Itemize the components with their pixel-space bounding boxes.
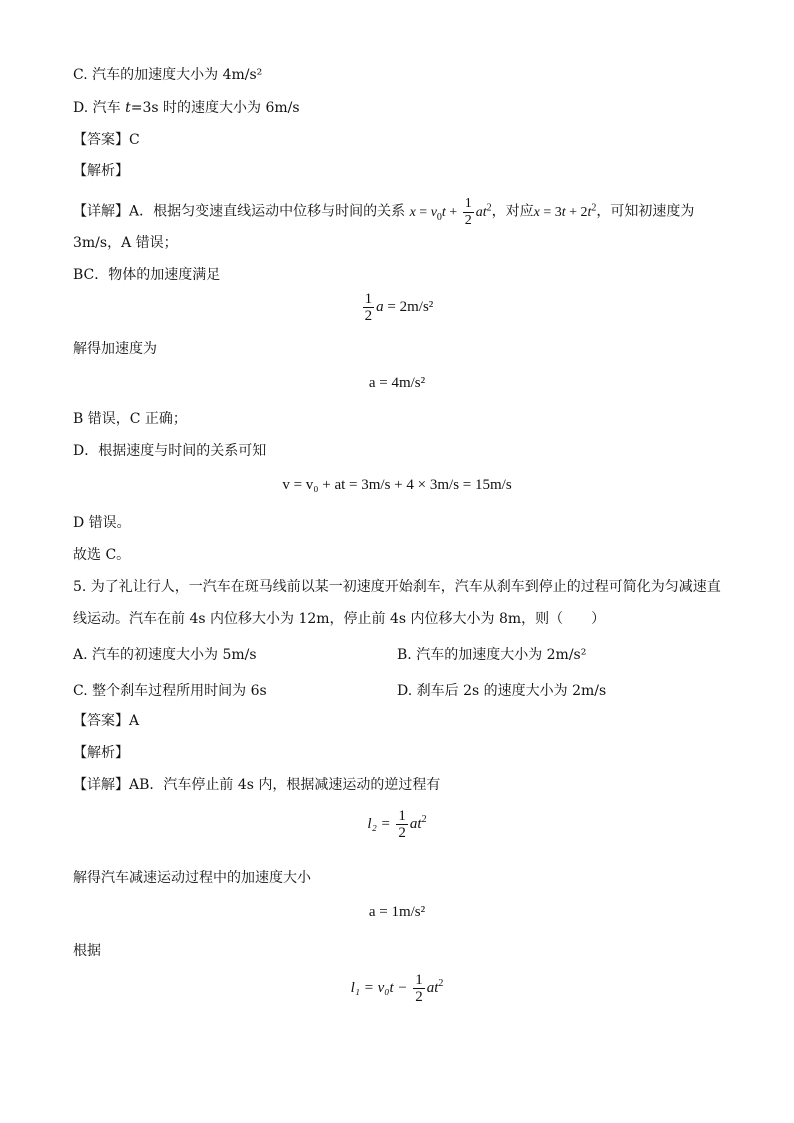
detail-a-mid: ，对应: [491, 203, 534, 220]
option-d-suffix: =3s 时的速度大小为 6m/s: [130, 100, 300, 116]
q5-detail-ab: AB．汽车停止前 4s 内，根据减速运动的逆过程有: [129, 777, 441, 793]
q5-answer-value: A: [129, 713, 140, 729]
d-wrong-text: D 错误。: [73, 515, 131, 531]
q5-detail-tag: 【详解】: [73, 777, 129, 793]
answer-tag: 【答案】: [73, 132, 129, 148]
equation-a-1: a = 1m/s²: [368, 904, 426, 920]
q5-stem-line2: 线运动。汽车在前 4s 内位移大小为 12m，停止前 4s 内位移大小为 8m，则（ ）: [73, 611, 606, 627]
equation-1-rhs: = 2m/s²: [387, 298, 434, 315]
option-d-var: t: [125, 100, 131, 116]
detail-a-post: ，可知初速度为: [596, 203, 695, 220]
d-text: D．根据速度与时间的关系可知: [73, 443, 267, 459]
detail-a-text: A．根据匀变速直线运动中位移与时间的关系: [129, 203, 406, 220]
bc-text: BC．物体的加速度满足: [73, 267, 221, 283]
detail-line-prev: [73, 196, 694, 229]
solve-accel-text: 解得加速度为: [73, 341, 157, 357]
formula-specific: $x = 3t + 2t^2$: [533, 202, 597, 220]
q5-answer-tag: 【答案】: [73, 713, 129, 729]
q5-analysis-tag: [73, 744, 129, 762]
answer-line-prev: [73, 131, 140, 149]
q5-option-c: C. 整个刹车过程所用时间为 6s: [73, 683, 267, 699]
equation-l2-lhs: l₂ =: [367, 815, 391, 832]
option-d-prefix: D. 汽车: [73, 100, 126, 116]
equation-a-4: a = 4m/s²: [368, 375, 426, 391]
equation-l2: l₂ = $\frac{1}{2}$ $at^2$: [367, 808, 427, 841]
q5-answer-line: [73, 712, 139, 730]
detail-tag: 【详解】: [73, 203, 129, 220]
equation-l1: l₁ = v₀t − $\frac{1}{2}$ $at^2$: [350, 972, 444, 1005]
option-c-prev: C. 汽车的加速度大小为 4m/s²: [73, 67, 263, 83]
q5-detail-line: [73, 776, 440, 794]
q5-analysis-tag-text: 【解析】: [73, 745, 129, 761]
option-d-prev: [73, 99, 300, 117]
equation-velocity: v = v₀ + at = 3m/s + 4 × 3m/s = 15m/s: [282, 477, 512, 493]
choose-text: 故选 C。: [73, 547, 131, 563]
q5-option-a: A. 汽车的初速度大小为 5m/s: [73, 647, 257, 663]
detail-a-cont: 3m/s，A 错误；: [73, 235, 178, 251]
q5-stem-line1: 5. 为了礼让行人，一汽车在斑马线前以某一初速度开始刹车，汽车从刹车到停止的过程可简化为匀减速直: [73, 579, 721, 595]
answer-value: C: [129, 132, 140, 148]
analysis-tag: 【解析】: [73, 163, 129, 179]
q5-option-b: B. 汽车的加速度大小为 2m/s²: [397, 647, 587, 663]
b-wrong-text: B 错误，C 正确；: [73, 411, 187, 427]
formula-general: $x = v_0t$ + $\frac{1}{2}$ $at^2$: [409, 196, 492, 228]
q5-solve-accel: 解得汽车减速运动过程中的加速度大小: [73, 870, 311, 886]
analysis-tag-prev: [73, 162, 129, 180]
q5-option-d: D. 刹车后 2s 的速度大小为 2m/s: [397, 683, 607, 699]
equation-half-a: $\frac{1}{2}$ a = 2m/s²: [364, 291, 434, 324]
equation-l1-lhs: l₁ = v₀t −: [350, 979, 408, 996]
q5-according: 根据: [73, 943, 101, 959]
